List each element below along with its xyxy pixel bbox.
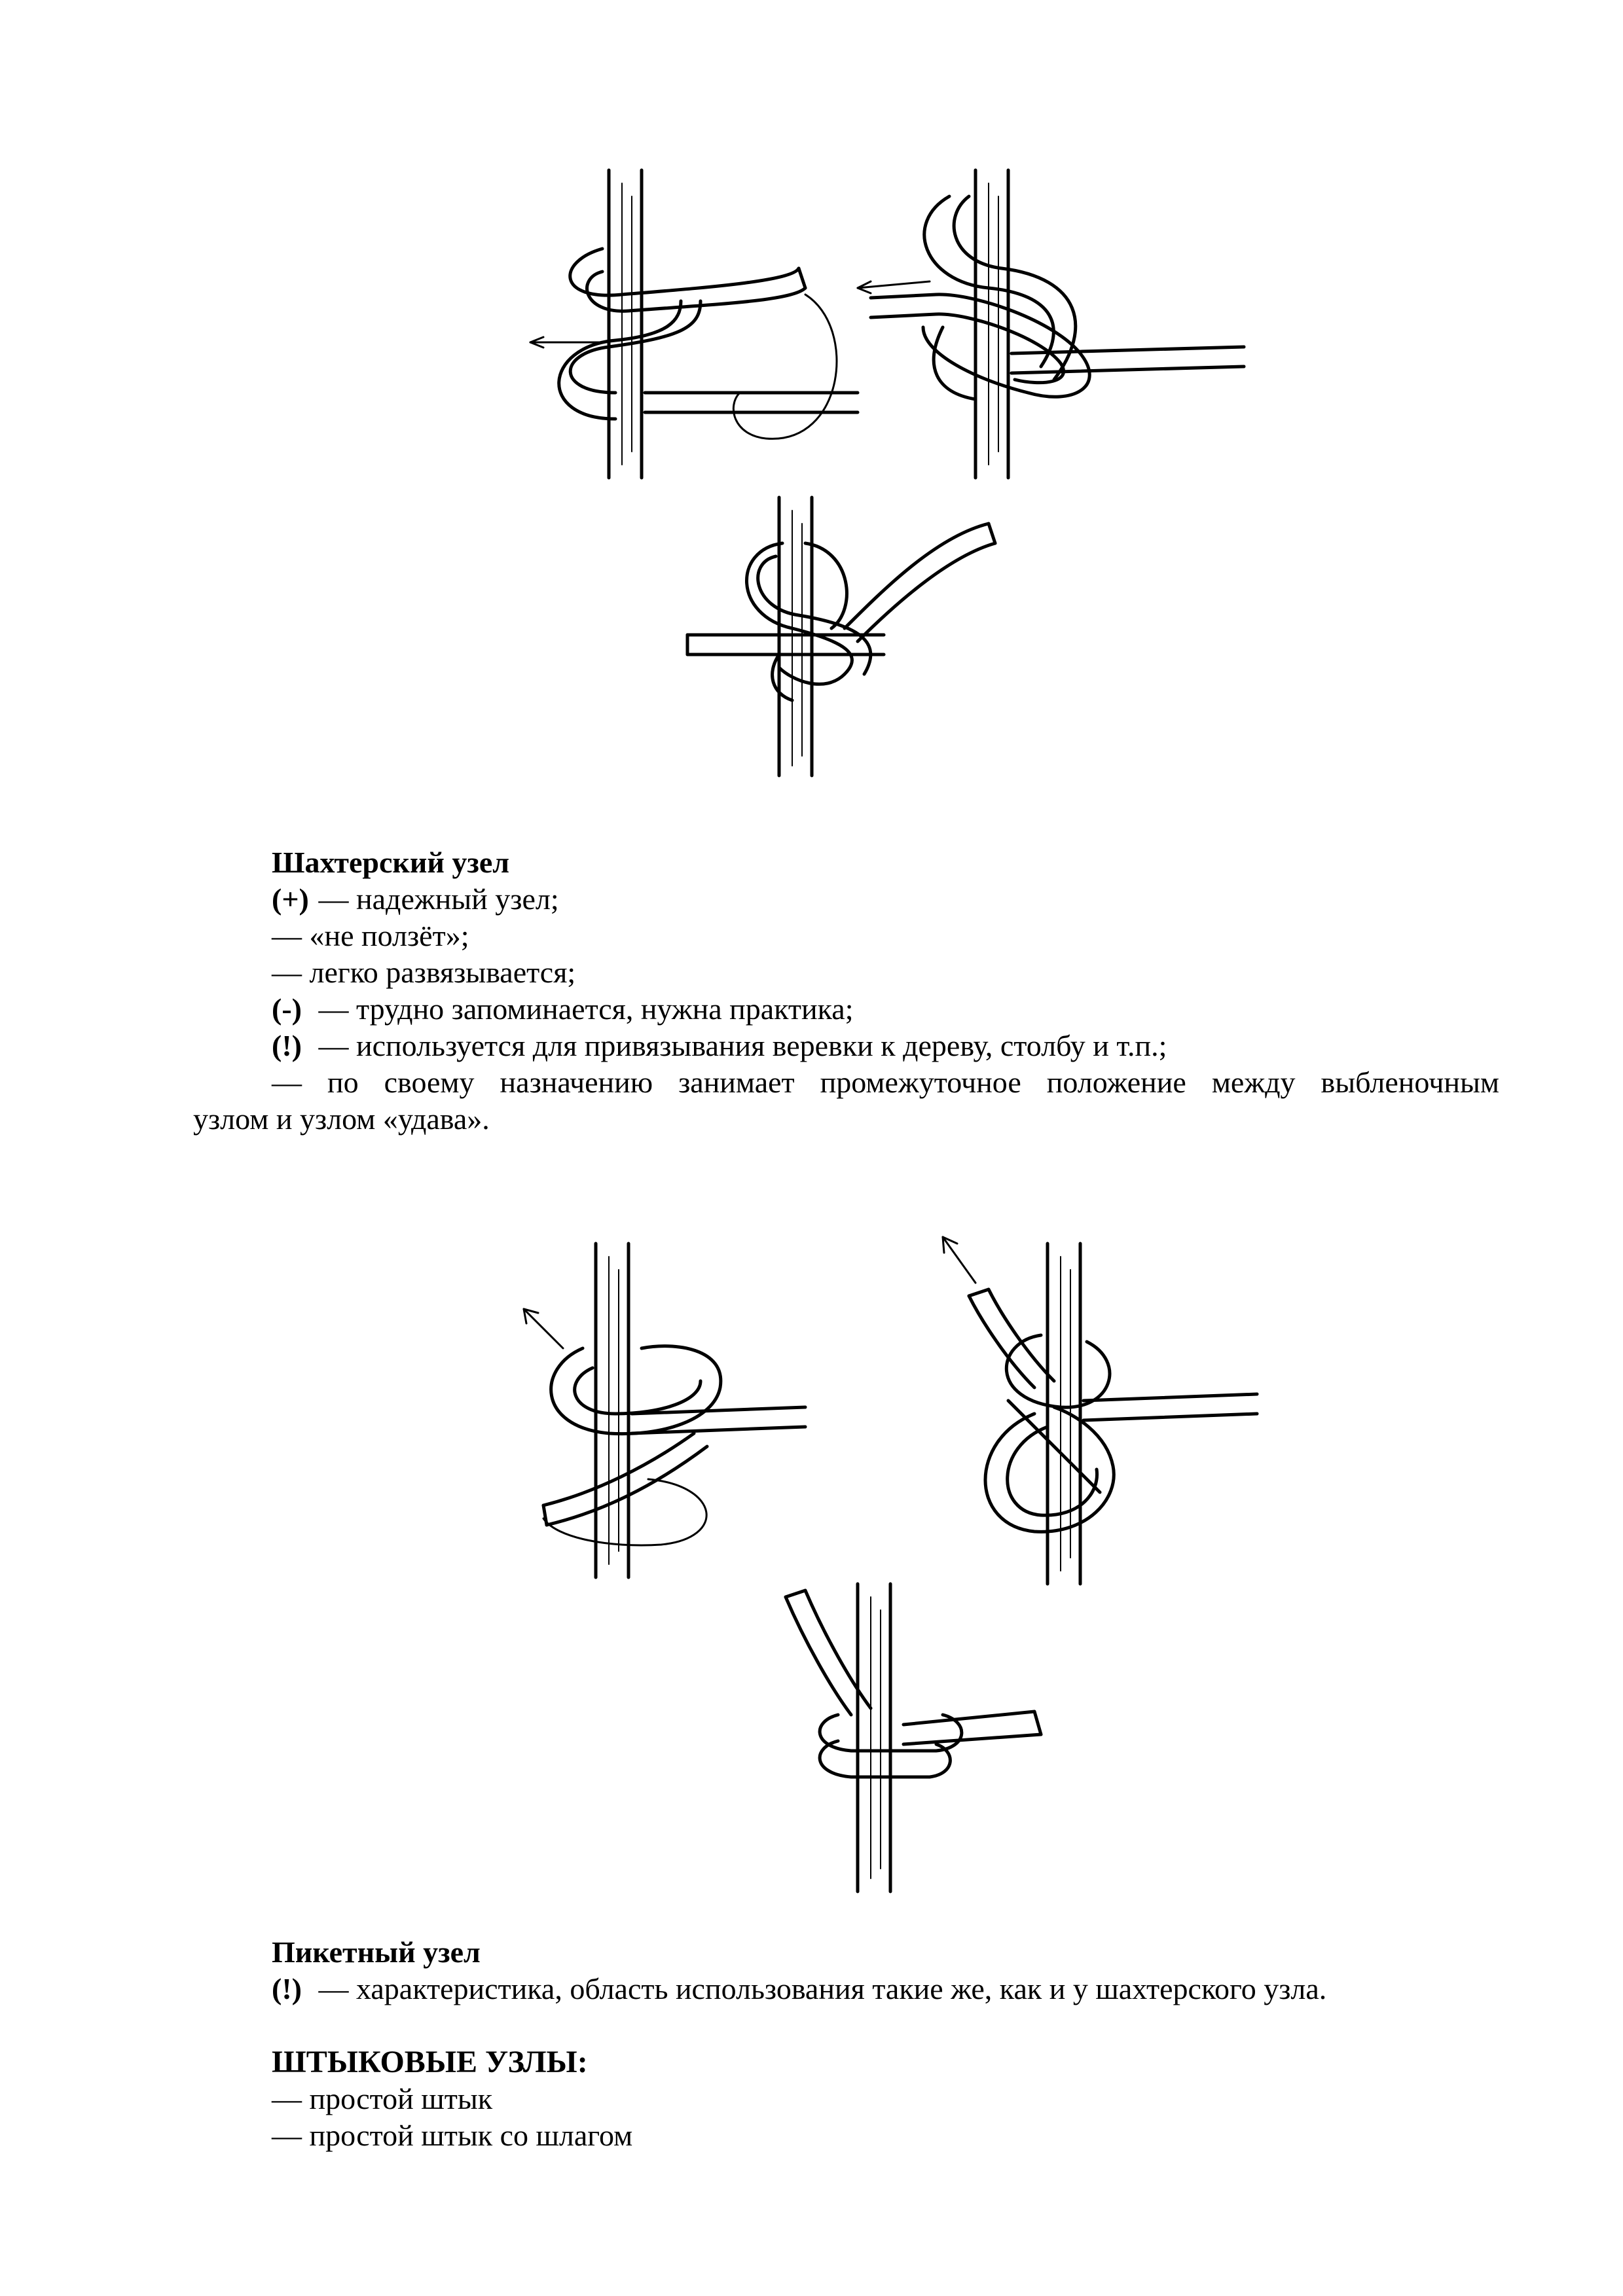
line-text: — «не ползёт»; <box>272 919 469 952</box>
miner-knot-line <box>193 954 1499 991</box>
miner-knot-title: Шахтерский узел <box>272 846 510 879</box>
miner-knot-line <box>193 918 1499 954</box>
line-mark: (+) <box>272 882 309 916</box>
picket-knot-title: Пикетный узел <box>272 1935 481 1969</box>
bayonet-knots-item: — простой штык <box>272 2082 493 2115</box>
miner-knot-stage-1 <box>530 170 858 478</box>
bayonet-knots-item: — простой штык со шлагом <box>272 2119 633 2152</box>
picket-knot-stage-2 <box>943 1237 1257 1584</box>
miner-knot-stage-3 <box>687 497 995 776</box>
miner-knot-illustration <box>517 157 1277 785</box>
line-text: — легко развязывается; <box>272 956 576 989</box>
picket-knot-stage-1 <box>524 1244 805 1577</box>
miner-knot-paragraph-line: узлом и узлом «удава». <box>193 1102 490 1136</box>
miner-knot-paragraph-line: — по своему назначению занимает промежуточное положение между выбленочным <box>272 1066 1499 1099</box>
picket-knot-line <box>193 1971 1499 2007</box>
picket-knot-stage-3 <box>786 1584 1041 1892</box>
picket-knot-illustration <box>511 1217 1283 1898</box>
miner-knot-line <box>193 1028 1499 1064</box>
bayonet-knots-title: ШТЫКОВЫЕ УЗЛЫ: <box>272 2045 588 2079</box>
line-text: — характеристика, область использования такие же, как и у шахтерского узла. <box>318 1972 1327 2005</box>
miner-knot-line <box>193 991 1499 1028</box>
line-mark: (-) <box>272 992 302 1026</box>
line-mark: (!) <box>272 1972 302 2005</box>
line-text: — надежный узел; <box>318 882 559 916</box>
miner-knot-line <box>193 881 1499 918</box>
line-mark: (!) <box>272 1029 302 1062</box>
line-text: — используется для привязывания веревки к дереву, столбу и т.п.; <box>318 1029 1167 1062</box>
miner-knot-stage-2 <box>858 170 1244 478</box>
line-text: — трудно запоминается, нужна практика; <box>318 992 854 1026</box>
